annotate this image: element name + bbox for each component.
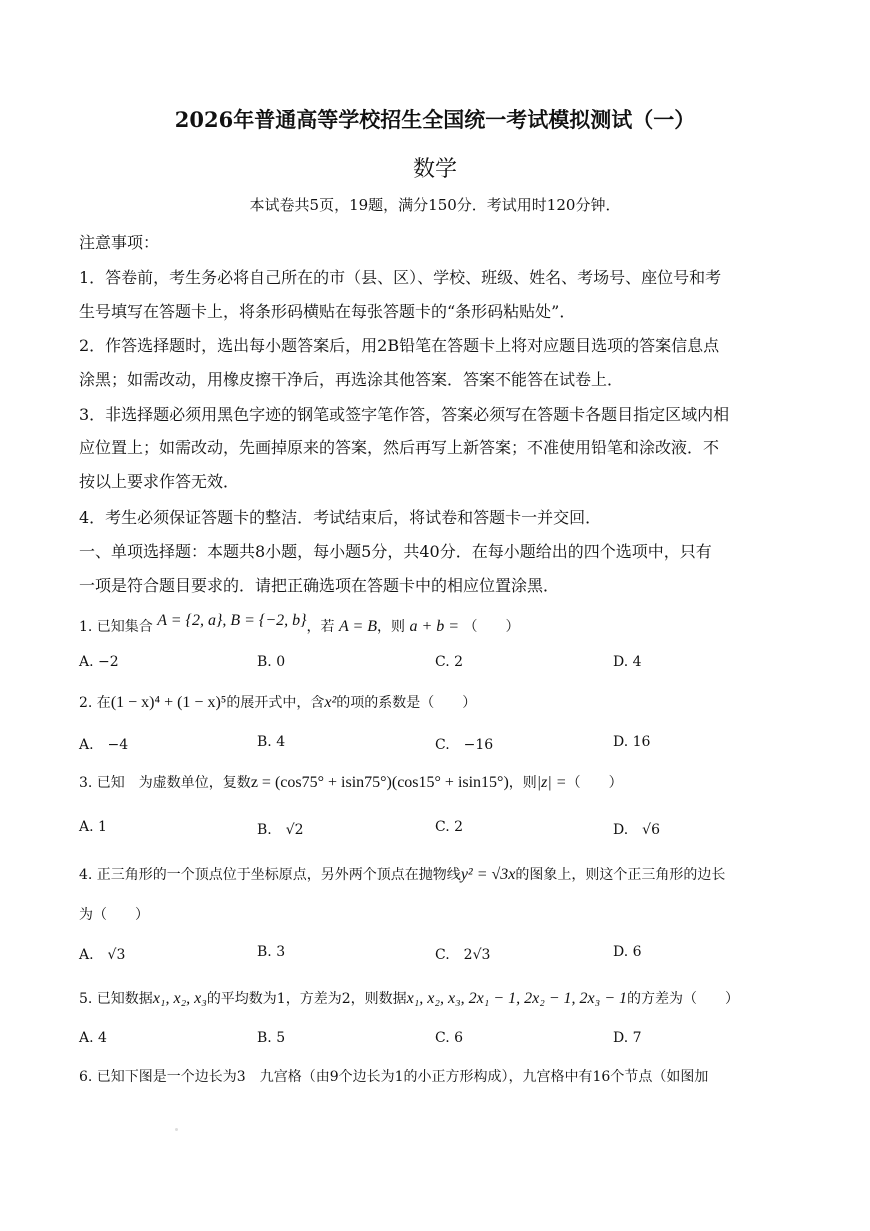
option-c: C. 2√3 <box>435 947 491 963</box>
question-text: 4. 正三角形的一个顶点位于坐标原点，另外两个顶点在抛物线 <box>79 867 461 883</box>
math-expr: , <box>222 612 231 629</box>
math-expr: (1 − x)⁴ + (1 − x)⁵ <box>110 694 227 711</box>
option-d: D. 6 <box>613 944 642 960</box>
math-expr: B = {−2, b} <box>230 612 307 629</box>
option-a: A. 1 <box>79 819 107 835</box>
question-text: （ ） <box>566 775 623 791</box>
question-5 <box>79 988 739 1008</box>
question-text: 5. 已知数据 <box>79 991 153 1007</box>
exam-title: 2026年普通高等学校招生全国统一考试模拟测试（一） <box>174 107 696 132</box>
option-d: D. √6 <box>613 822 661 838</box>
question-text: 1. 已知集合 <box>79 619 153 635</box>
option-d: D. 4 <box>613 654 642 670</box>
page-mark <box>175 1128 178 1131</box>
option-c: C. 2 <box>435 654 464 670</box>
option-b: B. 3 <box>257 944 286 960</box>
notes-heading: 注意事项： <box>79 233 160 252</box>
question-text: 的方差为（ ） <box>627 991 740 1007</box>
question-text: 3. 已知 为虚数单位，复数 <box>79 775 251 791</box>
option-c: C. 2 <box>435 819 464 835</box>
question-text: 2. 在 <box>79 695 111 711</box>
exam-info: 本试卷共5页，19题，满分150分．考试用时120分钟． <box>249 196 621 214</box>
option-b: B. 0 <box>257 654 286 670</box>
note-line: 4．考生必须保证答题卡的整洁．考试结束后，将试卷和答题卡一并交回． <box>79 508 602 527</box>
question-1 <box>79 612 520 636</box>
question-text: ，若 <box>306 619 335 635</box>
option-b: B. 5 <box>257 1030 286 1046</box>
math-expr: |z| = <box>536 774 567 791</box>
option-c: C. −16 <box>435 737 494 753</box>
math-expr: z = (cos75° + isin75°)(cos15° + isin15°) <box>250 774 509 791</box>
question-text: （ ） <box>463 619 520 635</box>
math-expr: a + b = <box>409 618 460 635</box>
note-line: 生号填写在答题卡上，将条形码横贴在每张答题卡的“条形码粘贴处”． <box>79 302 576 321</box>
question-text: 的图象上，则这个正三角形的边长 <box>515 867 726 883</box>
question-3 <box>79 772 623 792</box>
option-c: C. 6 <box>435 1030 464 1046</box>
section-heading: 一项是符合题目要求的．请把正确选项在答题卡中的相应位置涂黑． <box>79 576 560 595</box>
note-line: 1．答卷前，考生务必将自己所在的市（县、区）、学校、班级、姓名、考场号、座位号和考 <box>79 268 722 287</box>
section-heading: 一、单项选择题：本题共8小题，每小题5分，共40分．在每小题给出的四个选项中，只有 <box>79 542 712 561</box>
note-line: 2．作答选择题时，选出每小题答案后，用2B铅笔在答题卡上将对应题目选项的答案信息点 <box>79 336 720 355</box>
math-expr: A = {2, a} <box>157 612 223 629</box>
math-expr: x₁, x₂, x₃ <box>152 990 207 1007</box>
question-2 <box>79 692 476 712</box>
note-line: 按以上要求作答无效． <box>79 472 240 491</box>
option-a: A. −2 <box>79 654 119 670</box>
note-line: 应位置上；如需改动，先画掉原来的答案，然后再写上新答案；不准使用铅笔和涂改液．不 <box>79 438 720 457</box>
option-d: D. 7 <box>613 1030 642 1046</box>
math-expr: A = B <box>338 618 378 635</box>
option-b: B. √2 <box>257 822 304 838</box>
option-a: A. 4 <box>79 1030 107 1046</box>
question-text: 的展开式中，含 <box>226 695 325 711</box>
note-line: 3．非选择题必须用黑色字迹的钢笔或签字笔作答，答案必须写在答题卡各题目指定区域内相 <box>79 405 730 424</box>
math-expr: x² <box>324 694 337 711</box>
question-4 <box>79 864 725 884</box>
question-text: 的平均数为1，方差为2，则数据 <box>206 991 407 1007</box>
question-text: 的项的系数是（ ） <box>336 695 477 711</box>
math-expr: x₁, x₂, x₃, 2x₁ − 1, 2x₂ − 1, 2x₃ − 1 <box>406 990 628 1007</box>
option-a: A. √3 <box>79 947 126 963</box>
question-text: ，则 <box>377 619 406 635</box>
option-a: A. −4 <box>79 737 129 753</box>
math-expr: y² = √3x <box>460 866 516 883</box>
question-6: 6. 已知下图是一个边长为3 九宫格（由9个边长为1的小正方形构成），九宫格中有16个节点（如图加 <box>79 1069 709 1085</box>
option-d: D. 16 <box>613 734 651 750</box>
question-4-continued: 为（ ） <box>79 907 149 923</box>
note-line: 涂黑；如需改动，用橡皮擦干净后，再选涂其他答案．答案不能答在试卷上． <box>79 370 624 389</box>
option-b: B. 4 <box>257 734 286 750</box>
subject-title: 数学 <box>412 157 457 182</box>
question-text: ，则 <box>508 775 537 791</box>
